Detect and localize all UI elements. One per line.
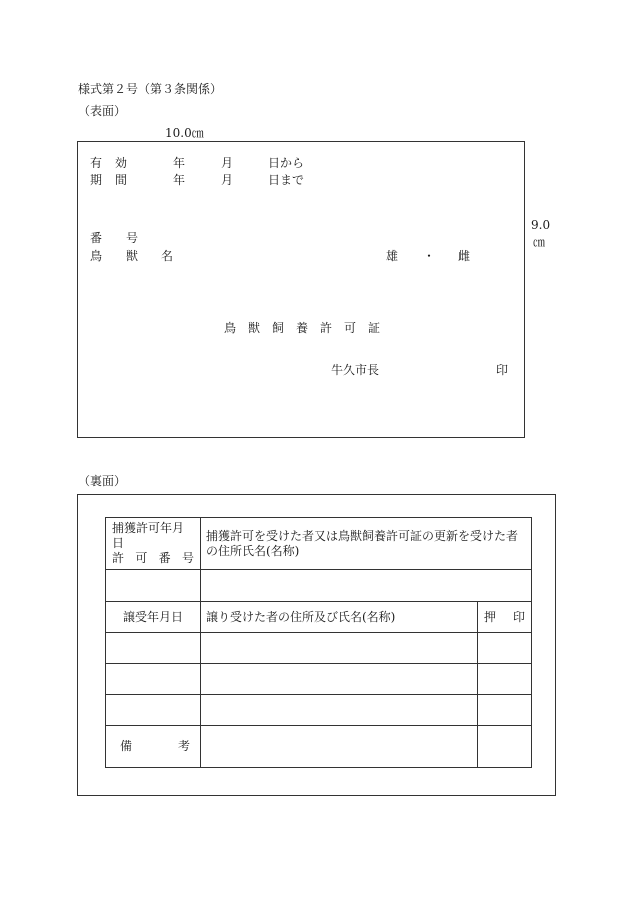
seal-header-char-1: 押 bbox=[484, 609, 497, 624]
licensee-address-cell[interactable] bbox=[201, 570, 532, 602]
transferee-cell[interactable] bbox=[201, 695, 478, 726]
valid-label-char-2: 効 bbox=[115, 156, 128, 170]
capture-info-cell[interactable] bbox=[106, 570, 201, 602]
seal-cell[interactable] bbox=[478, 633, 532, 664]
permit-number-char-3: 番 bbox=[158, 551, 171, 565]
transfer-date-cell[interactable] bbox=[106, 633, 201, 664]
period-label-char-1: 期 bbox=[90, 173, 103, 187]
transfer-date-cell[interactable] bbox=[106, 695, 201, 726]
permit-number-char-4: 号 bbox=[181, 551, 194, 565]
valid-label-char-1: 有 bbox=[90, 156, 103, 170]
sex-male: 雄 bbox=[386, 249, 399, 263]
licensee-address-header bbox=[201, 518, 532, 570]
remarks-seal-cell[interactable] bbox=[478, 726, 532, 768]
table-row bbox=[106, 726, 532, 768]
seal-header bbox=[478, 602, 532, 633]
permit-number-char-1: 許 bbox=[112, 551, 125, 565]
table-row bbox=[106, 570, 532, 602]
number-label-char-2: 号 bbox=[126, 231, 139, 245]
valid-until-year: 年 bbox=[173, 173, 186, 187]
remarks-cell[interactable] bbox=[201, 726, 478, 768]
table-row bbox=[106, 602, 532, 633]
front-side-label: （表面） bbox=[78, 104, 127, 118]
permit-number-char-2: 可 bbox=[135, 551, 148, 565]
sex-separator: ・ bbox=[423, 249, 436, 263]
seal-cell[interactable] bbox=[478, 695, 532, 726]
table-row bbox=[106, 518, 532, 570]
issuer-name: 牛久市長 bbox=[331, 363, 380, 377]
valid-until-month: 月 bbox=[221, 173, 234, 187]
issuer-seal: 印 bbox=[496, 363, 509, 377]
seal-cell[interactable] bbox=[478, 664, 532, 695]
period-label-char-2: 間 bbox=[115, 173, 128, 187]
transferee-header bbox=[201, 602, 478, 633]
transferee-cell[interactable] bbox=[201, 633, 478, 664]
transferee-cell[interactable] bbox=[201, 664, 478, 695]
table-row bbox=[106, 633, 532, 664]
remarks-header-char-1: 備 bbox=[120, 739, 133, 753]
species-label-char-2: 獣 bbox=[126, 249, 139, 263]
valid-from-month: 月 bbox=[221, 156, 234, 170]
front-height-label-number: 9.0 bbox=[531, 218, 551, 232]
capture-date-header: 捕獲許可年月日 bbox=[112, 521, 185, 550]
species-label-char-1: 鳥 bbox=[90, 249, 103, 263]
seal-header-char-2: 印 bbox=[512, 609, 525, 624]
valid-until-day: 日まで bbox=[268, 173, 305, 187]
transfer-date-cell[interactable] bbox=[106, 664, 201, 695]
transfer-date-header-text: 譲受年月日 bbox=[122, 609, 183, 624]
front-width-label: 10.0㎝ bbox=[165, 126, 204, 140]
species-label-char-3: 名 bbox=[161, 249, 174, 263]
number-label-char-1: 番 bbox=[90, 231, 103, 245]
remarks-header bbox=[106, 726, 201, 768]
transfer-date-header bbox=[106, 602, 201, 633]
reverse-record-table bbox=[105, 517, 532, 768]
form-title: 様式第２号（第３条関係） bbox=[78, 82, 223, 96]
sex-female: 雌 bbox=[458, 249, 471, 263]
front-height-label-unit: ㎝ bbox=[533, 235, 546, 249]
valid-from-year: 年 bbox=[173, 156, 186, 170]
table-row bbox=[106, 695, 532, 726]
valid-from-day: 日から bbox=[268, 156, 305, 170]
table-row bbox=[106, 664, 532, 695]
transferee-header-text: 譲り受けた者の住所及び氏名(名称) bbox=[206, 609, 396, 624]
capture-info-header bbox=[106, 518, 201, 570]
remarks-header-char-2: 考 bbox=[177, 739, 190, 753]
permit-number-header bbox=[112, 551, 194, 566]
back-side-label: （裏面） bbox=[78, 474, 127, 488]
certificate-title: 鳥 獣 飼 養 許 可 証 bbox=[224, 321, 381, 335]
licensee-address-header-text: 捕獲許可を受けた者又は鳥獣飼養許可証の更新を受けた者の住所氏名(名称) bbox=[206, 528, 519, 558]
